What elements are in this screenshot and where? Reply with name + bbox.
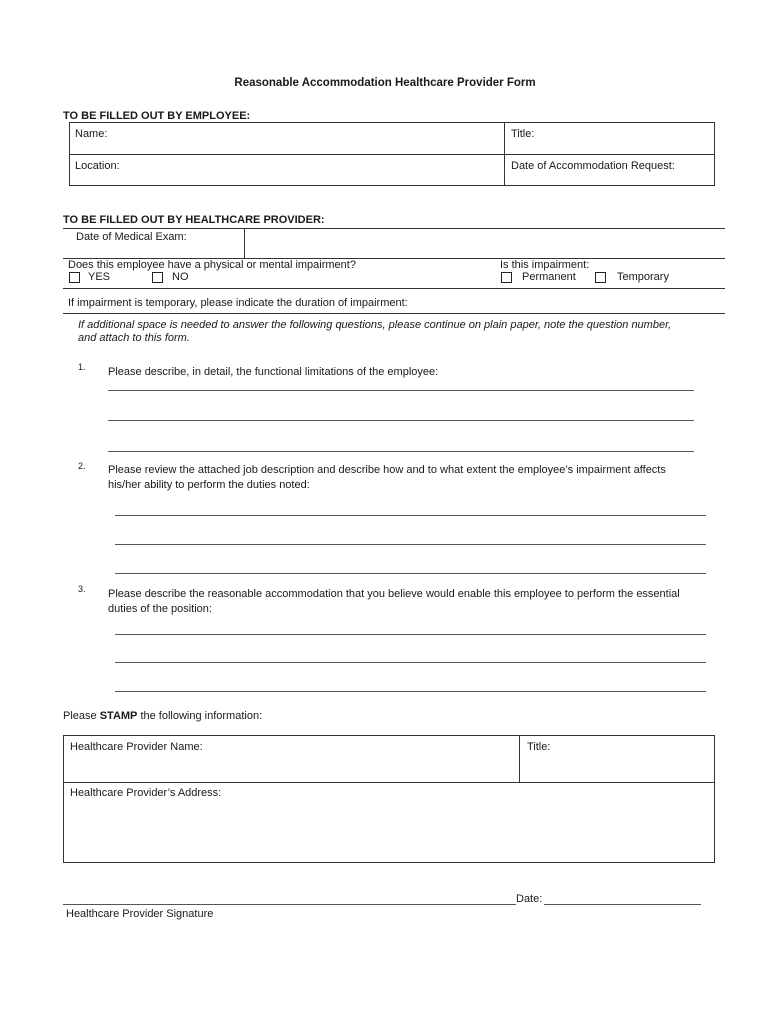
no-label: NO: [172, 271, 189, 283]
answer-2-line-3[interactable]: [115, 573, 706, 574]
name-label: Name:: [75, 128, 108, 140]
instructions-line-2: and attach to this form.: [78, 332, 190, 344]
duration-label: If impairment is temporary, please indicate the duration of impairment:: [68, 297, 408, 309]
answer-1-line-2[interactable]: [108, 420, 694, 421]
provider-address-field[interactable]: [64, 783, 714, 862]
stamp-prefix: Please: [63, 710, 100, 722]
temporary-label: Temporary: [617, 271, 669, 283]
question-3-text-line-1: Please describe the reasonable accommodation that you believe would enable this employee to perform the essential: [108, 588, 680, 600]
signature-label: Healthcare Provider Signature: [66, 908, 214, 920]
provider-name-field[interactable]: [64, 736, 519, 782]
question-3-number: 3.: [78, 584, 86, 594]
yes-label: YES: [88, 271, 111, 283]
checkbox-row-bottom-border: [63, 288, 725, 289]
stamp-bold: STAMP: [99, 710, 138, 722]
signature-date-line[interactable]: [544, 904, 701, 905]
impairment-question: Does this employee have a physical or mental impairment?: [68, 259, 356, 271]
form-title: Reasonable Accommodation Healthcare Provider Form: [234, 77, 536, 89]
employee-info-table: [69, 122, 715, 186]
title-label: Title:: [511, 128, 535, 140]
provider-address-label: Healthcare Provider’s Address:: [70, 787, 222, 799]
exam-date-field[interactable]: [245, 229, 725, 257]
question-2-number: 2.: [78, 461, 86, 471]
answer-3-line-1[interactable]: [115, 634, 706, 635]
question-2-text-line-2: his/her ability to perform the duties noted:: [108, 479, 310, 491]
date-label: Date:: [516, 893, 543, 905]
stamp-instructions: [63, 710, 262, 722]
answer-3-line-3[interactable]: [115, 691, 706, 692]
yes-checkbox[interactable]: [69, 272, 80, 283]
employee-name-field[interactable]: [70, 123, 504, 154]
accommodation-request-date-field[interactable]: [505, 155, 714, 185]
provider-title-label: Title:: [527, 741, 551, 753]
provider-section-heading: TO BE FILLED OUT BY HEALTHCARE PROVIDER:: [63, 214, 325, 226]
date-request-label: Date of Accommodation Request:: [511, 160, 675, 172]
answer-2-line-2[interactable]: [115, 544, 706, 545]
answer-2-line-1[interactable]: [115, 515, 706, 516]
provider-title-field[interactable]: [520, 736, 714, 782]
temporary-checkbox[interactable]: [595, 272, 606, 283]
location-field[interactable]: [70, 155, 504, 185]
provider-name-label: Healthcare Provider Name:: [70, 741, 203, 753]
question-2-text-line-1: Please review the attached job description and describe how and to what extent the employee’s impairment affects: [108, 464, 666, 476]
signature-line[interactable]: [63, 904, 516, 905]
is-impairment-label: Is this impairment:: [500, 259, 590, 271]
no-checkbox[interactable]: [152, 272, 163, 283]
permanent-checkbox[interactable]: [501, 272, 512, 283]
question-1-text: Please describe, in detail, the functional limitations of the employee:: [108, 366, 439, 378]
stamp-suffix: the following information:: [137, 710, 263, 722]
question-3-text-line-2: duties of the position:: [108, 603, 212, 615]
answer-3-line-2[interactable]: [115, 662, 706, 663]
instructions-line-1: If additional space is needed to answer the following questions, please continue on plain paper, note the question number,: [78, 319, 672, 331]
question-1-number: 1.: [78, 362, 86, 372]
answer-1-line-1[interactable]: [108, 390, 694, 391]
stamp-table: [63, 735, 715, 863]
exam-date-label: Date of Medical Exam:: [76, 231, 187, 243]
employee-title-field[interactable]: [505, 123, 714, 154]
permanent-label: Permanent: [522, 271, 576, 283]
answer-1-line-3[interactable]: [108, 451, 694, 452]
duration-row-bottom-border: [63, 313, 725, 314]
location-label: Location:: [75, 160, 120, 172]
employee-section-heading: TO BE FILLED OUT BY EMPLOYEE:: [63, 110, 251, 122]
